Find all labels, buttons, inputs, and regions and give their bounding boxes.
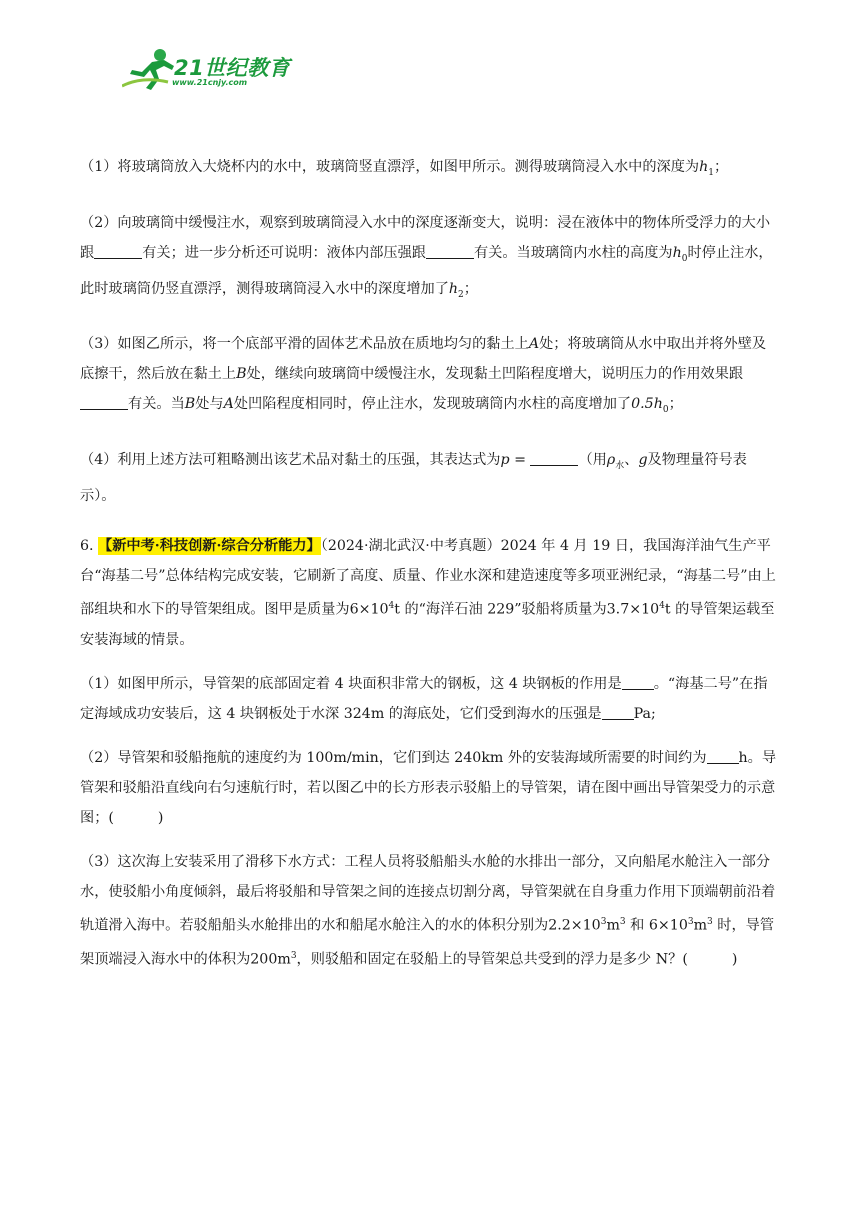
symbol-rho: ρ	[606, 452, 616, 469]
text: h。	[738, 749, 762, 766]
subscript: 0	[681, 253, 688, 264]
unit: t	[394, 601, 400, 618]
text: （3）如图乙所示，将一个底部平滑的固体艺术品放在质地均匀的黏土上	[80, 336, 529, 353]
q5-part-4	[80, 445, 780, 511]
subscript: 2	[458, 289, 464, 300]
symbol-g: g	[638, 452, 648, 469]
text: （1）将玻璃筒放入大烧杯内的水中，玻璃筒竖直漂浮，如图甲所示。测得玻璃筒浸入水中的深度为	[80, 159, 700, 175]
unit: m	[693, 917, 708, 934]
symbol-h: h	[699, 159, 709, 175]
text: 的“海洋石油 229”驳船将质量为	[399, 601, 607, 618]
text: （4）利用上述方法可粗略测出该艺术品对黏土的压强，其表达式为	[80, 452, 501, 469]
unit: m	[606, 917, 620, 934]
text: ；	[463, 280, 478, 297]
text: （2024·湖北武汉·中考真题）2024 年 4 月 19 日，我国海洋油气生产平台“海基二号”总体结构完成安装，它刷新了高度、质量、作业水深和建造速度等多项亚洲纪录，“海基二号”由上部组块和水下的导管架组成。图甲是质量为	[80, 538, 776, 618]
volume-value: 2.2×10	[548, 917, 601, 934]
symbol-B: B	[184, 396, 196, 413]
subscript: 1	[708, 167, 714, 178]
text: 处；将玻璃筒从水中取出并将外壁及底擦干，然后放在黏土上	[80, 336, 767, 383]
q6-part-1	[80, 669, 780, 729]
mass-value: 3.7×10	[606, 601, 660, 618]
logo	[122, 46, 292, 96]
text: 导管架和驳船沿直线向右匀速航行时，若以图乙中的长方形表示驳船上的导管架，请在图中画出导管架受力的示意图；(	[80, 749, 777, 826]
text: )	[157, 809, 164, 826]
exponent: 3	[600, 916, 607, 927]
text: 时，导管架顶端浸入海水中的体积为	[80, 917, 775, 968]
text: （用	[578, 452, 607, 469]
text: 及物理量符号表示）。	[80, 452, 747, 505]
answer-blank[interactable]	[707, 747, 739, 764]
text: 和	[625, 917, 649, 934]
text: 处，继续向玻璃筒中缓慢注水，发现黏土凹陷程度增大，说明压力的作用效果跟	[246, 366, 744, 383]
coefficient: 0.5	[631, 396, 654, 413]
volume-value: 6×10	[648, 917, 688, 934]
text: （2）向玻璃筒中缓慢注水，观察到玻璃筒浸入水中的深度逐渐变大，说明：浸在液体中的物体所受浮力的大小跟	[80, 214, 771, 261]
q5-part-2	[80, 208, 780, 310]
text: 有关；进一步分析还可说明：液体内部压强跟	[142, 244, 426, 261]
exponent: 4	[659, 601, 665, 612]
logo-name: 21世纪教育	[174, 56, 291, 80]
equals: =	[509, 452, 531, 469]
runner-logo-icon	[122, 46, 178, 92]
text: ；	[668, 396, 683, 413]
q5-part-3	[80, 329, 780, 425]
text: 的导管架运载至安装海域的情景。	[80, 601, 775, 648]
answer-blank[interactable]	[94, 242, 142, 259]
symbol-A: A	[223, 396, 234, 413]
q6-part-3	[80, 847, 780, 974]
exponent: 3	[290, 950, 297, 961]
text: 有关。当玻璃筒内水柱的高度为	[473, 244, 673, 261]
symbol-h: h	[653, 396, 663, 413]
document-body	[80, 152, 780, 988]
unit: t	[664, 601, 671, 618]
text: ，则驳船和固定在驳船上的导管架总共受到的浮力是多少 N？(	[296, 951, 688, 968]
text: 处凹陷程度相同时，停止注水，发现玻璃筒内水柱的高度增加了	[233, 396, 632, 413]
logo-url: www.21cnjy.com	[172, 78, 248, 87]
text: （3）这次海上安装采用了滑移下水方式：工程人员将驳船船头水舱的水排出一部分，又向船尾水舱注入一部分水，使驳船小角度倾斜，最后将驳船和导管架之间的连接点切割分离，导管架就在自身重力作用下顶端朝前沿着轨道滑入海中。若驳船船头水舱排出的水和船尾水舱注入的水的体积分别为	[80, 853, 776, 934]
symbol-h: h	[448, 280, 459, 297]
text: 处与	[195, 396, 224, 413]
question-number: 6.	[80, 538, 99, 555]
q5-part-1	[80, 152, 780, 188]
mass-value: 6×10	[349, 601, 389, 618]
answer-blank[interactable]	[426, 242, 474, 259]
exponent: 4	[388, 601, 395, 612]
volume-value: 200m	[250, 951, 291, 968]
answer-blank[interactable]	[530, 449, 578, 466]
subscript: 0	[662, 405, 669, 416]
symbol-h: h	[672, 244, 682, 261]
exponent: 3	[687, 916, 694, 927]
answer-blank[interactable]	[622, 673, 654, 690]
text: )	[731, 951, 738, 968]
text: （2）导管架和驳船拖航的速度约为 100m/min，它们到达 240km 外的安装海域所需要的时间约为	[80, 749, 707, 766]
text: 时停止注水，此时玻璃筒仍竖直漂浮，测得玻璃筒浸入水中的深度增加了	[80, 244, 773, 297]
exponent: 3	[619, 916, 626, 927]
symbol-p: p	[500, 452, 510, 469]
symbol-A: A	[528, 336, 540, 353]
text: Pa;	[633, 705, 656, 722]
text: 、	[624, 452, 639, 469]
q6-intro	[80, 531, 780, 655]
answer-blank[interactable]	[602, 703, 634, 720]
text: ；	[713, 159, 729, 175]
text: （1）如图甲所示，导管架的底部固定着 4 块面积非常大的钢板，这 4 块钢板的作用是	[80, 675, 622, 692]
text: 。“海基二号”在指定海域成功安装后，这 4 块钢板处于水深 324m 的海底处，它们受到海水的压强是	[80, 675, 768, 722]
q6-part-2	[80, 743, 780, 833]
symbol-B: B	[236, 366, 247, 383]
subscript: 水	[615, 461, 625, 472]
answer-blank[interactable]	[80, 393, 128, 410]
exponent: 3	[707, 916, 713, 927]
question-tag: 【新中考·科技创新·综合分析能力】	[98, 538, 321, 555]
text: 有关。当	[128, 396, 185, 413]
